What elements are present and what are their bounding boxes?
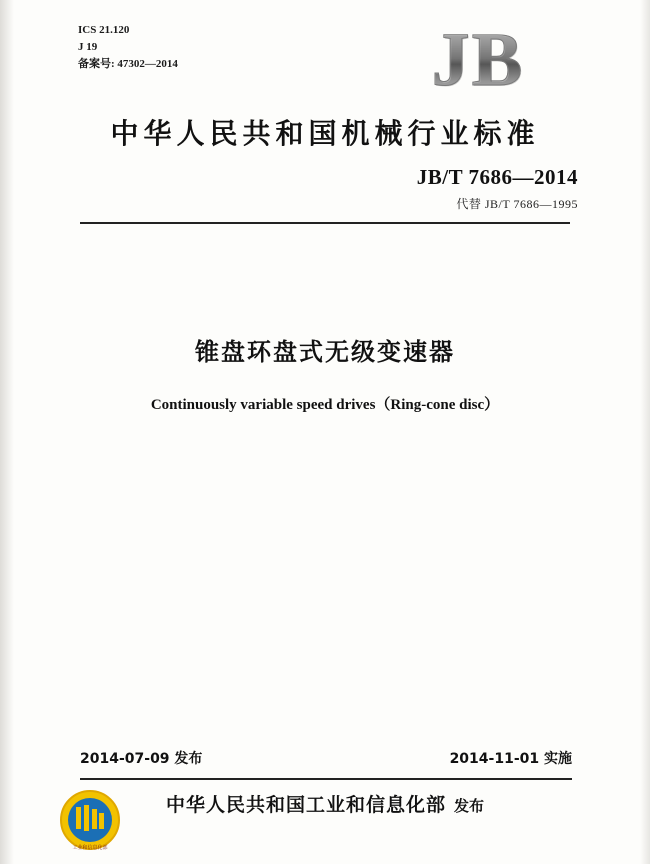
document-title-en: Continuously variable speed drives（Ring-cone disc） <box>150 397 500 413</box>
publisher-line <box>0 790 650 817</box>
emblem-label: 工业和信息化部 <box>72 845 108 851</box>
publisher-name: 中华人民共和国工业和信息化部 <box>165 794 446 816</box>
date-row <box>80 748 572 768</box>
effective-date: 2014-11-01 实施 <box>449 751 572 767</box>
jb-logo-text: JB <box>378 18 578 102</box>
document-title-cn: 锥盘环盘式无级变速器 <box>195 338 455 366</box>
classification-code: J 19 <box>78 41 98 54</box>
ics-code: ICS 21.120 <box>78 24 130 36</box>
standard-number-block <box>417 165 578 212</box>
divider-top <box>80 222 570 224</box>
standard-replaces: 代替 JB/T 7686—1995 <box>456 197 578 211</box>
record-number: 备案号: 47302—2014 <box>78 58 178 71</box>
header-codes <box>78 22 178 73</box>
publisher-suffix: 发布 <box>454 797 485 815</box>
issue-date: 2014-07-09 发布 <box>80 751 203 767</box>
jb-logo <box>378 18 578 102</box>
divider-bottom <box>80 778 572 780</box>
series-title: 中华人民共和国机械行业标准 <box>110 117 540 150</box>
standard-number: JB/T 7686—2014 <box>416 165 578 189</box>
